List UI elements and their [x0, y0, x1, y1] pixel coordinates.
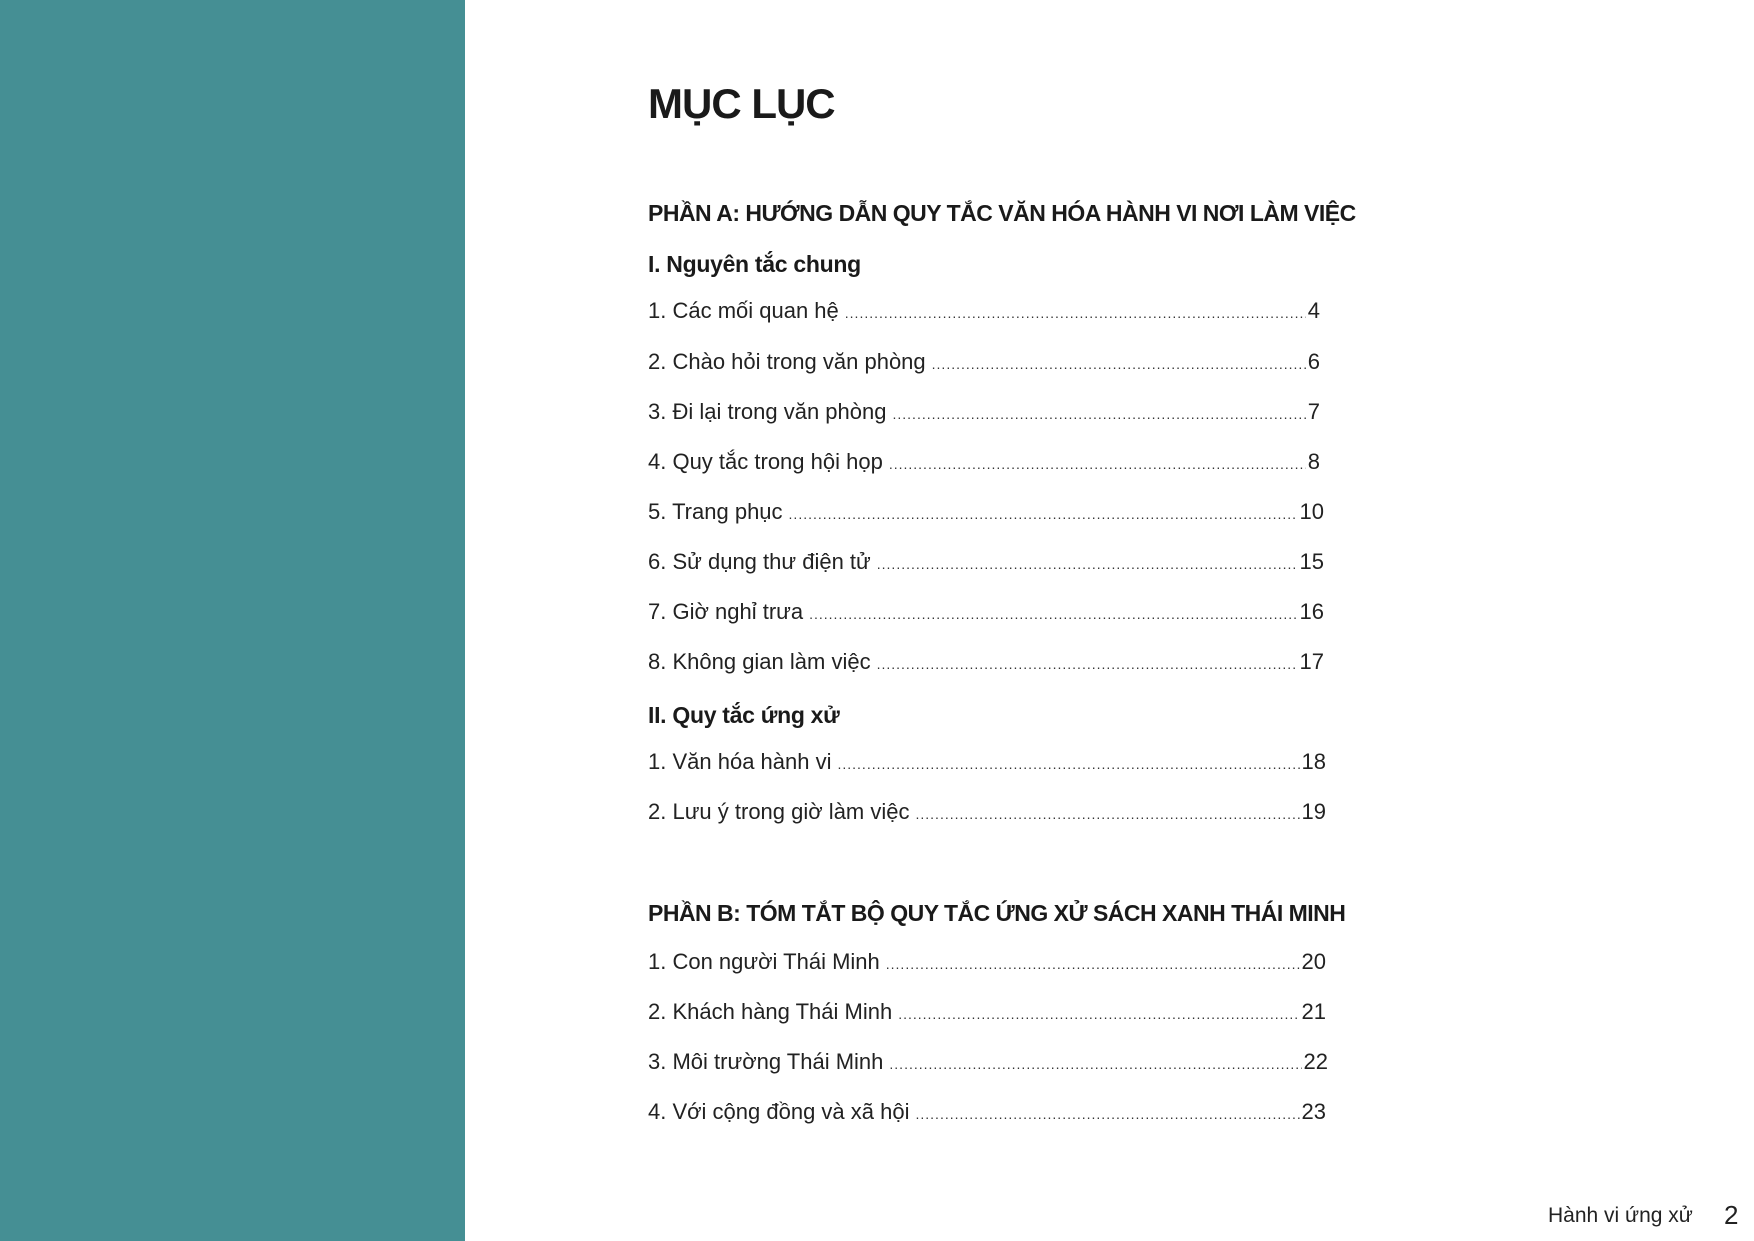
toc-entry[interactable] — [648, 749, 1326, 781]
section-1-heading: I. Nguyên tắc chung — [648, 251, 861, 277]
toc-leader-dots — [837, 756, 1299, 772]
toc-leader-dots — [877, 556, 1298, 572]
toc-leader-dots — [809, 606, 1297, 622]
toc-leader-dots — [916, 806, 1300, 822]
toc-entry-text: 1. Các mối quan hệ — [648, 298, 839, 323]
toc-leader-dots — [877, 656, 1298, 672]
toc-entry-page: 18 — [1301, 749, 1326, 774]
toc-entry[interactable] — [648, 549, 1324, 581]
toc-leader-dots — [886, 956, 1300, 972]
toc-entry[interactable] — [648, 298, 1320, 330]
toc-entry-text: 5. Trang phục — [648, 499, 783, 524]
toc-entry[interactable] — [648, 1099, 1326, 1131]
toc-entry-text: 2. Lưu ý trong giờ làm việc — [648, 799, 910, 824]
toc-entry-text: 6. Sử dụng thư điện tử — [648, 549, 871, 574]
toc-entry-page: 8 — [1307, 449, 1320, 474]
toc-entry[interactable] — [648, 499, 1324, 531]
toc-entry-page: 10 — [1299, 499, 1324, 524]
toc-entry-text: 1. Văn hóa hành vi — [648, 749, 832, 774]
toc-leader-dots — [789, 506, 1298, 522]
toc-entry-text: 4. Quy tắc trong hội họp — [648, 449, 883, 474]
toc-entry-text: 4. Với cộng đồng và xã hội — [648, 1099, 910, 1124]
section-2-heading: II. Quy tắc ứng xử — [648, 702, 840, 728]
toc-leader-dots — [932, 356, 1306, 372]
toc-entry-text: 2. Khách hàng Thái Minh — [648, 999, 893, 1024]
toc-entry-text: 8. Không gian làm việc — [648, 649, 871, 674]
side-color-band — [0, 0, 465, 1241]
toc-entry-text: 3. Môi trường Thái Minh — [648, 1049, 884, 1074]
toc-entry[interactable] — [648, 349, 1320, 381]
toc-entry-text: 1. Con người Thái Minh — [648, 949, 880, 974]
toc-entry[interactable] — [648, 949, 1326, 981]
toc-leader-dots — [898, 1006, 1299, 1022]
toc-entry[interactable] — [648, 399, 1320, 431]
toc-entry-page: 23 — [1301, 1099, 1326, 1124]
footer-label: Hành vi ứng xử — [1548, 1204, 1693, 1227]
toc-entry[interactable] — [648, 799, 1326, 831]
toc-leader-dots — [889, 1056, 1301, 1072]
toc-leader-dots — [893, 406, 1306, 422]
toc-entry-page: 22 — [1303, 1049, 1328, 1074]
footer-page-number: 2 — [1724, 1200, 1739, 1230]
toc-entry-page: 17 — [1299, 649, 1324, 674]
toc-entry[interactable] — [648, 599, 1324, 631]
page-title: MỤC LỤC — [648, 80, 835, 127]
toc-entry-text: 3. Đi lại trong văn phòng — [648, 399, 887, 424]
toc-leader-dots — [889, 456, 1306, 472]
toc-leader-dots — [916, 1106, 1300, 1122]
toc-entry-text: 7. Giờ nghỉ trưa — [648, 599, 804, 624]
toc-entry[interactable] — [648, 449, 1320, 481]
toc-entry-page: 21 — [1301, 999, 1326, 1024]
toc-entry-page: 20 — [1301, 949, 1326, 974]
toc-entry-page: 4 — [1307, 298, 1320, 323]
toc-entry[interactable] — [648, 999, 1326, 1031]
toc-entry[interactable] — [648, 649, 1324, 681]
toc-entry-page: 7 — [1307, 399, 1320, 424]
part-a-heading: PHẦN A: HƯỚNG DẪN QUY TẮC VĂN HÓA HÀNH VI NƠI LÀM VIỆC — [648, 200, 1356, 226]
part-b-heading: PHẦN B: TÓM TẮT BỘ QUY TẮC ỨNG XỬ SÁCH XANH THÁI MINH — [648, 900, 1346, 926]
toc-leader-dots — [845, 305, 1306, 321]
toc-entry-page: 19 — [1301, 799, 1326, 824]
toc-entry-page: 16 — [1299, 599, 1324, 624]
toc-entry-page: 15 — [1299, 549, 1324, 574]
toc-entry-text: 2. Chào hỏi trong văn phòng — [648, 349, 926, 374]
toc-entry-page: 6 — [1307, 349, 1320, 374]
toc-entry[interactable] — [648, 1049, 1328, 1081]
